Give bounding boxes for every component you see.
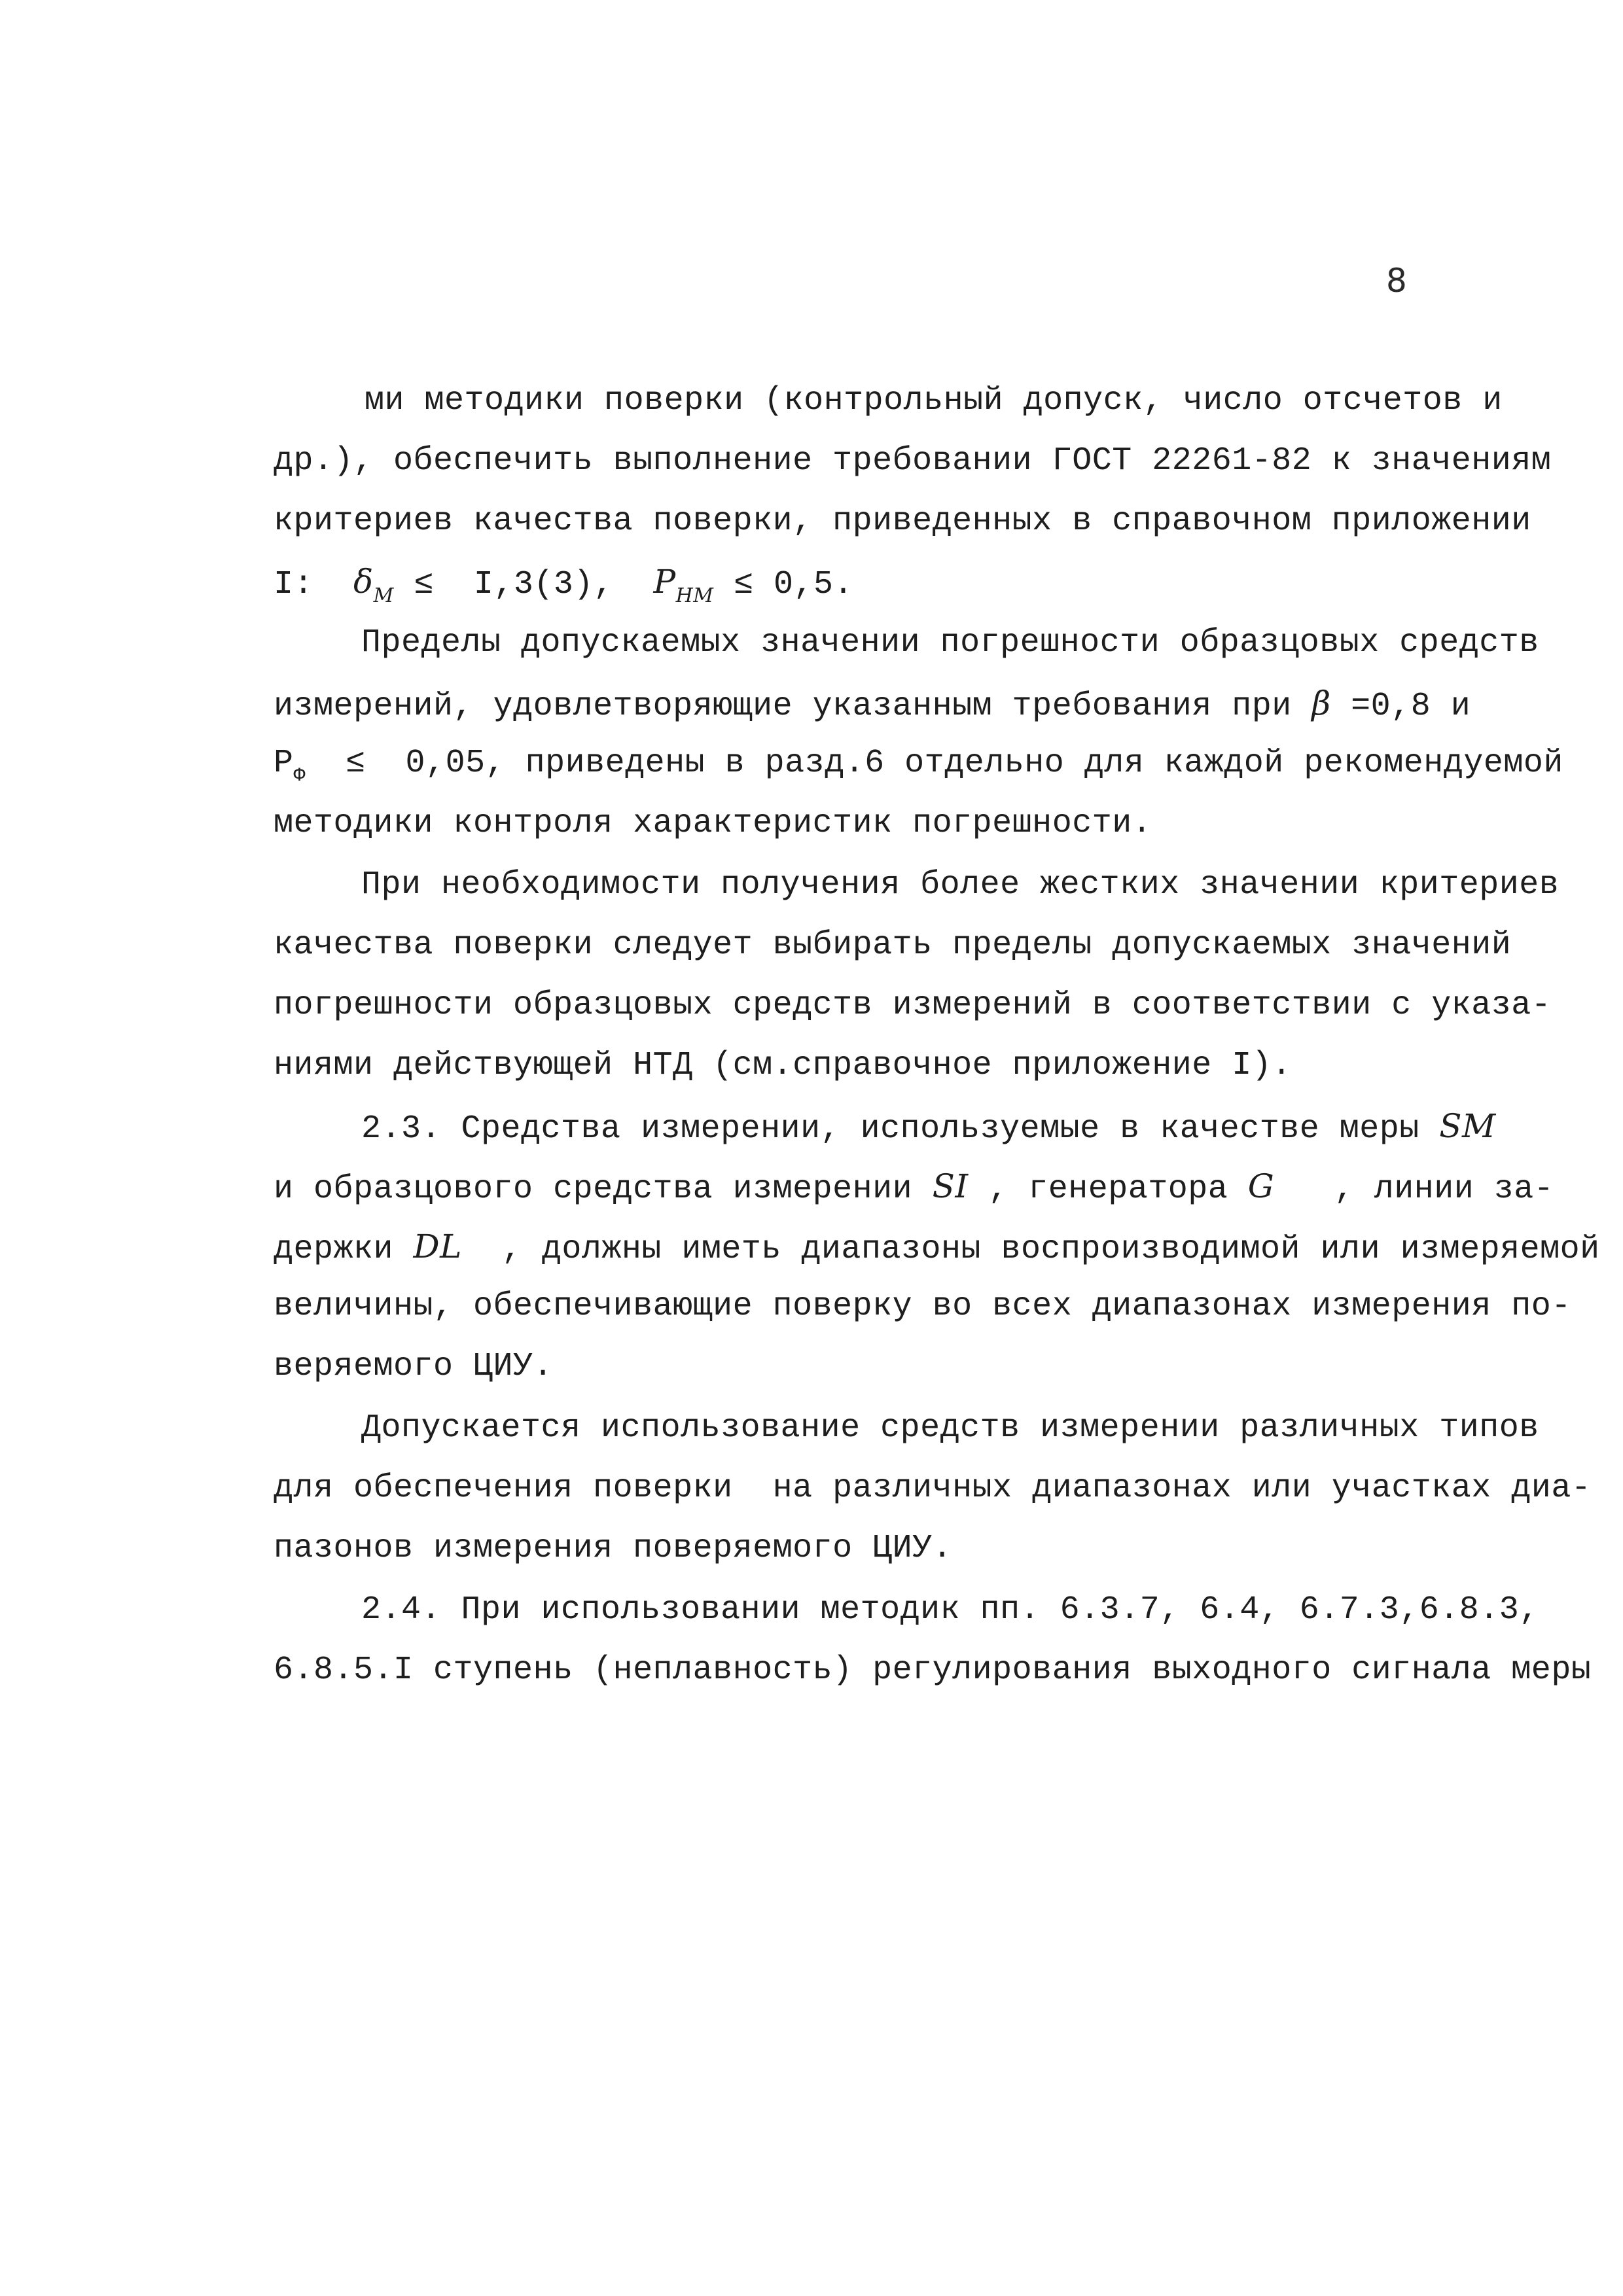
text-segment: =0,8 и: [1330, 688, 1471, 725]
text-segment: , должны иметь диапазоны воспроизводимой или измеряемой: [461, 1231, 1600, 1268]
symbol-sm: SM: [1439, 1107, 1496, 1145]
text-line: величины, обеспечивающие поверку во всех диапазонах измерения по-: [274, 1288, 1571, 1325]
formula-end: ≤ 0,5.: [713, 566, 854, 603]
text-line: Пределы допускаемых значении погрешности образцовых средств: [361, 624, 1539, 662]
text-line: [274, 745, 1563, 787]
text-segment: ≤ 0,05, приведены в разд.6 отдельно для каждой рекомендуемой: [306, 745, 1563, 782]
delta-subscript: М: [373, 584, 394, 607]
text-line: др.), обеспечить выполнение требовании ГОСТ 22261-82 к значениям: [274, 442, 1552, 480]
symbol-g: G: [1247, 1167, 1275, 1205]
p-subscript: Ф: [293, 765, 306, 787]
page-number: 8: [1386, 262, 1407, 300]
text-line: [361, 1107, 1496, 1148]
text-line: 2.4. При использовании методик пп. 6.3.7, 6.4, 6.7.3,6.8.3,: [361, 1591, 1539, 1629]
formula-prefix: I:: [274, 566, 354, 603]
text-line: ми методики поверки (контрольный допуск, число отсчетов и: [365, 382, 1503, 419]
text-line: 6.8.5.I ступень (неплавность) регулирования выходного сигнала меры: [274, 1651, 1592, 1689]
text-line: для обеспечения поверки на различных диапазонах или участках диа-: [274, 1470, 1592, 1507]
text-line: [274, 684, 1471, 725]
text-segment: 2.3. Средства измерении, используемые в качестве меры: [361, 1110, 1440, 1148]
text-segment: , линии за-: [1274, 1171, 1554, 1208]
text-segment: и образцового средства измерении: [274, 1171, 933, 1208]
formula-line: [274, 563, 854, 607]
p-subscript: НМ: [675, 584, 714, 607]
text-line: [274, 1167, 1554, 1208]
text-line: При необходимости получения более жестких значении критериев: [361, 866, 1560, 904]
delta-symbol: δ: [353, 563, 374, 601]
text-segment: , генератора: [968, 1171, 1248, 1208]
text-line: погрешности образцовых средств измерений в соответствии с указа-: [274, 987, 1552, 1024]
text-line: веряемого ЦИУ.: [274, 1348, 554, 1385]
text-line: ниями действующей НТД (см.справочное приложение I).: [274, 1047, 1292, 1084]
p-symbol: P: [274, 745, 294, 782]
beta-symbol: β: [1311, 684, 1331, 722]
text-line: качества поверки следует выбирать пределы допускаемых значений: [274, 927, 1512, 964]
text-segment: измерений, удовлетворяющие указанным требования при: [274, 688, 1312, 725]
symbol-dl: DL: [413, 1227, 462, 1265]
text-line: Допускается использование средств измерении различных типов: [361, 1409, 1539, 1447]
formula-mid: ≤ I,3(3),: [393, 566, 654, 603]
text-line: [274, 1227, 1600, 1268]
symbol-si: SI: [932, 1167, 969, 1205]
p-symbol: P: [653, 563, 676, 601]
text-line: методики контроля характеристик погрешности.: [274, 805, 1152, 842]
text-line: критериев качества поверки, приведенных в справочном приложении: [274, 503, 1531, 540]
text-segment: держки: [274, 1231, 414, 1268]
text-line: пазонов измерения поверяемого ЦИУ.: [274, 1530, 953, 1567]
